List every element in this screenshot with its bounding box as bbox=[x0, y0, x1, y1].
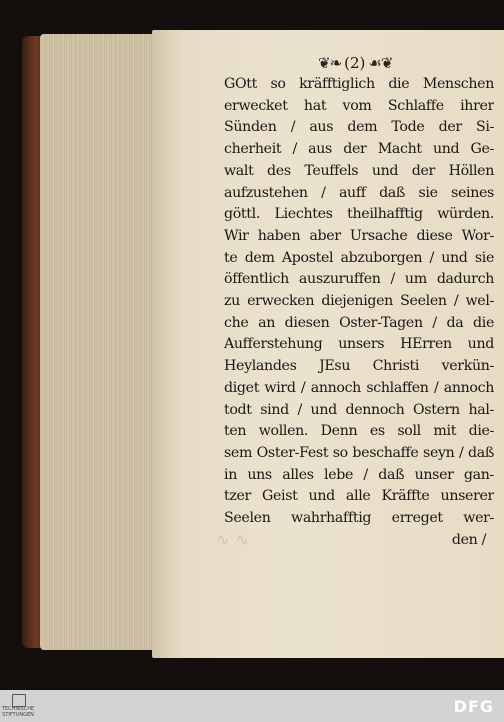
text-line: GOtt so kräfftiglich die Menschen bbox=[224, 76, 494, 92]
page-stack-edges bbox=[40, 34, 160, 650]
text-line: tzer Geist und alle Kräffte unserer bbox=[224, 488, 494, 505]
text-line: Heylandes JEsu Christi verkün- bbox=[224, 358, 494, 375]
institution-logo-icon bbox=[11, 694, 25, 706]
text-line: öffentlich auszuruffen / um dadurch bbox=[224, 271, 494, 288]
text-line: ten wollen. Denn es soll mit die- bbox=[224, 423, 494, 440]
text-line: Wir haben aber Ursache diese Wor- bbox=[224, 227, 494, 244]
left-ornament-icon: ❦❧ bbox=[318, 54, 342, 72]
institution-logo[interactable] bbox=[2, 692, 34, 720]
dfg-logo[interactable]: DFG bbox=[453, 696, 494, 716]
text-line: walt des Teuffels und der Höllen bbox=[224, 162, 494, 179]
institution-logo-text-1: TECHNISCHE bbox=[1, 706, 35, 712]
text-line: sem Oster-Fest so beschaffe seyn / daß bbox=[224, 444, 494, 461]
right-ornament-icon: ☙❦ bbox=[368, 54, 393, 72]
text-line: cherheit / aus der Macht und Ge- bbox=[224, 141, 494, 158]
text-line: zu erwecken diejenigen Seelen / wel- bbox=[224, 293, 494, 310]
text-line: in uns alles lebe / daß unser gan- bbox=[224, 466, 494, 483]
viewer-footer-bar bbox=[0, 690, 504, 722]
text-line-catchword: den / bbox=[451, 531, 486, 548]
page-number: (2) bbox=[344, 54, 366, 72]
show-through-ink: ∿∿ bbox=[216, 530, 255, 549]
text-line: göttl. Liechtes theilhafftig würden. bbox=[224, 206, 494, 223]
text-line: todt sind / und dennoch Ostern hal- bbox=[224, 401, 494, 418]
institution-logo-text-2: STIFTUNGEN bbox=[2, 712, 34, 718]
text-line: diget wird / annoch schlaffen / annoch bbox=[224, 379, 494, 396]
page-body-text bbox=[224, 74, 494, 551]
page-header bbox=[318, 52, 392, 74]
text-line: Aufferstehung unsers HErren und bbox=[224, 336, 494, 353]
text-line: che an diesen Oster-Tagen / da die bbox=[224, 314, 494, 331]
text-line: erwecket hat vom Schlaffe ihrer bbox=[224, 97, 494, 114]
text-line: Seelen wahrhafftig erreget wer- bbox=[224, 510, 494, 527]
text-line: te dem Apostel abzuborgen / und sie bbox=[224, 249, 494, 266]
text-line: aufzustehen / auff daß sie seines bbox=[224, 184, 494, 201]
text-line: Sünden / aus dem Tode der Si- bbox=[224, 119, 494, 136]
